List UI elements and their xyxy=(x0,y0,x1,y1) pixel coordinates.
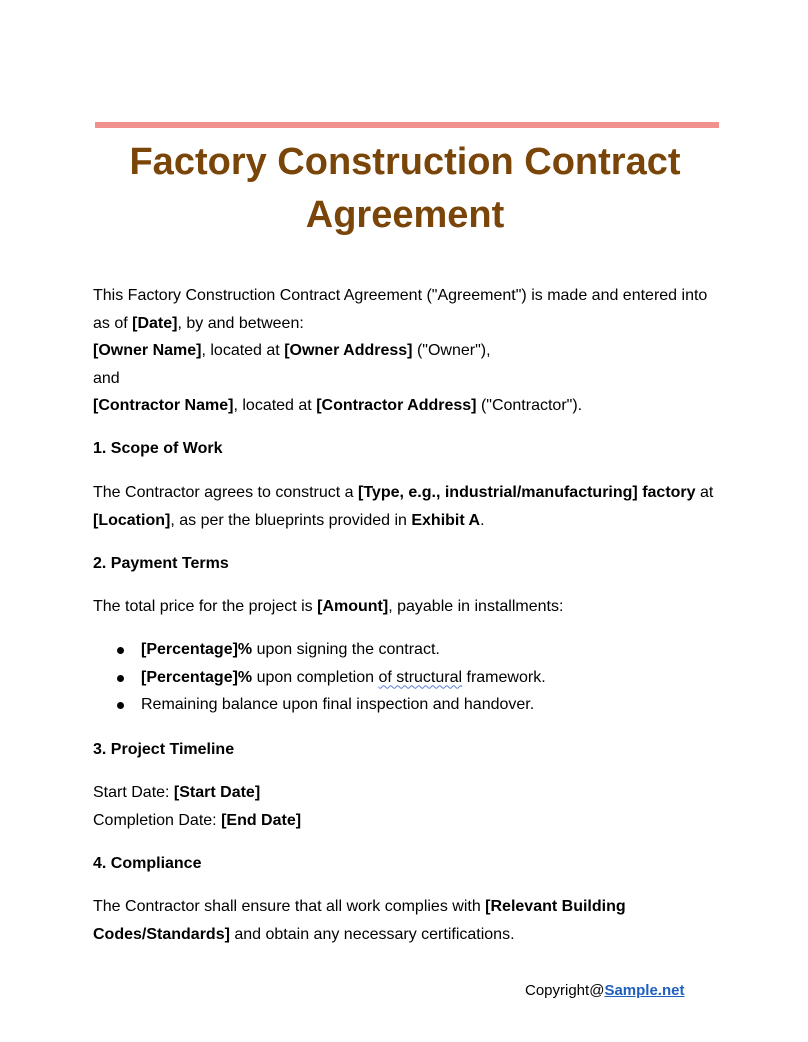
contractor-line: [Contractor Name], located at [Contractor Address] ("Contractor"). xyxy=(93,397,583,414)
intro-line-1: This Factory Construction Contract Agreement ("Agreement") is made and entered into xyxy=(93,287,708,304)
and-line: and xyxy=(93,369,120,387)
amount-placeholder: [Amount] xyxy=(317,598,389,615)
start-date-placeholder: [Start Date] xyxy=(173,784,261,801)
list-item: [Percentage]% upon completion of structural framework. xyxy=(93,664,723,692)
bullet-icon xyxy=(117,675,124,682)
section-2-paragraph: The total price for the project is [Amount], payable in installments: xyxy=(93,598,564,615)
section-1-paragraph: The Contractor agrees to construct a [Type, e.g., industrial/manufacturing] factory at [Location], as per the blueprints provided in Exhibit A. xyxy=(93,484,714,529)
date-placeholder: [Date] xyxy=(132,314,178,332)
payment-installment-list xyxy=(93,636,723,719)
sample-net-link[interactable]: Sample.net xyxy=(604,982,685,999)
section-3-heading: 3. Project Timeline xyxy=(93,741,235,758)
section-2-heading: 2. Payment Terms xyxy=(93,555,229,572)
section-4-paragraph: The Contractor shall ensure that all work complies with [Relevant Building Codes/Standards] and obtain any necessary certifications. xyxy=(93,898,626,943)
owner-line: [Owner Name], located at [Owner Address] ("Owner"), xyxy=(93,342,491,359)
building-codes-placeholder: [Relevant Building xyxy=(485,898,626,915)
intro-line-2: as of [Date], by and between: xyxy=(93,314,304,332)
end-date-placeholder: [End Date] xyxy=(221,811,302,829)
section-3-paragraph: Start Date: [Start Date] Completion Date: [End Date] xyxy=(93,784,302,829)
intro-paragraph xyxy=(93,282,723,420)
bullet-icon xyxy=(117,647,124,654)
list-item: [Percentage]% upon signing the contract. xyxy=(93,636,723,664)
section-1-heading: 1. Scope of Work xyxy=(93,440,223,457)
location-placeholder: [Location] xyxy=(93,511,171,529)
document-title: Factory Construction Contract Agreement xyxy=(129,141,681,236)
contractor-address-placeholder: [Contractor Address] xyxy=(316,397,477,414)
section-4-heading: 4. Compliance xyxy=(93,855,202,872)
factory-type-placeholder: [Type, e.g., industrial/manufacturing] factory xyxy=(358,484,696,501)
copyright-footer: Copyright@Sample.net xyxy=(525,982,685,999)
owner-address-placeholder: [Owner Address] xyxy=(284,342,413,359)
contractor-name-placeholder: [Contractor Name] xyxy=(93,397,234,414)
owner-name-placeholder: [Owner Name] xyxy=(93,342,202,359)
exhibit-reference: Exhibit A xyxy=(411,511,481,529)
spellcheck-underline: of structural xyxy=(378,668,463,686)
list-item: Remaining balance upon final inspection and handover. xyxy=(93,691,723,719)
title-rule xyxy=(95,122,719,128)
bullet-icon xyxy=(117,702,124,709)
